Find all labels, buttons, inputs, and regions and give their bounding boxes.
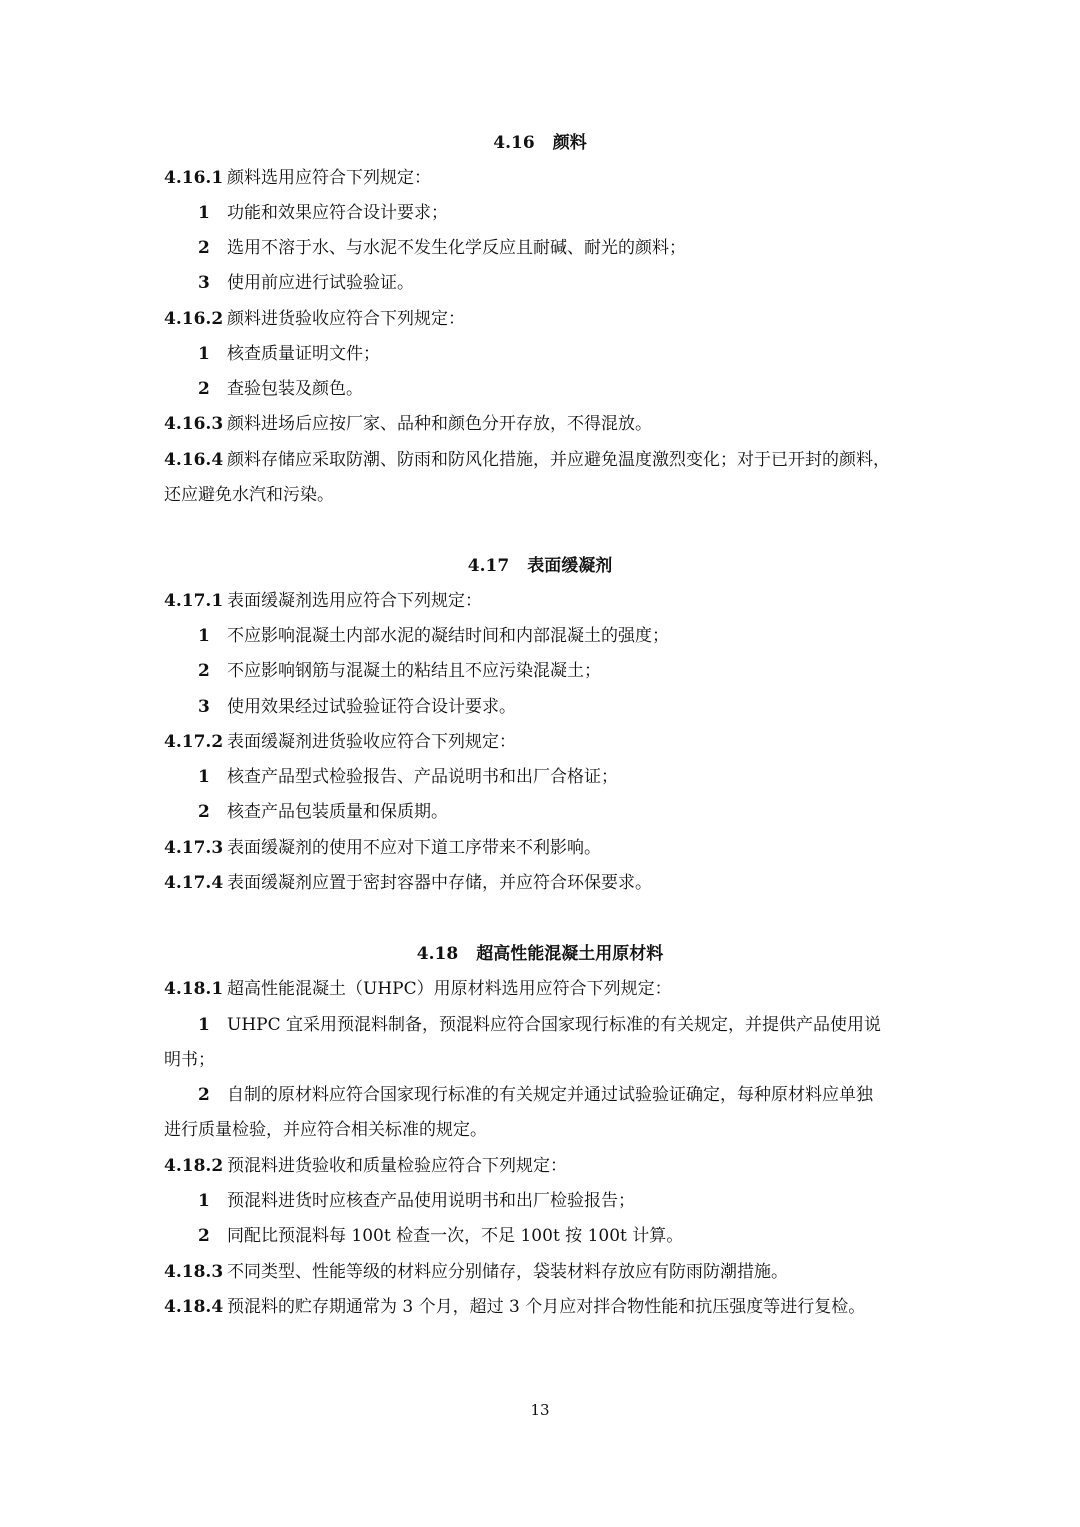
section-heading: 4.18 超高性能混凝土用原材料 — [416, 944, 664, 964]
list-item: 2 同配比预混料每 100t 检查一次，不足 100t 按 100t 计算。 — [198, 1226, 684, 1246]
clause: 4.18.3 不同类型、性能等级的材料应分别储存，袋装材料存放应有防雨防潮措施。 — [164, 1262, 788, 1282]
list-item: 1 核查产品型式检验报告、产品说明书和出厂合格证； — [198, 767, 618, 787]
list-item: 1 UHPC 宜采用预混料制备，预混料应符合国家现行标准的有关规定，并提供产品使用说 — [198, 1015, 882, 1035]
list-item: 1 不应影响混凝土内部水泥的凝结时间和内部混凝土的强度； — [198, 626, 669, 646]
list-item: 3 使用效果经过试验验证符合设计要求。 — [198, 697, 516, 717]
section-heading: 4.17 表面缓凝剂 — [467, 556, 613, 576]
clause: 4.16.1 颜料选用应符合下列规定： — [164, 168, 431, 188]
list-item: 1 核查质量证明文件； — [198, 344, 380, 364]
list-item: 1 预混料进货时应核查产品使用说明书和出厂检验报告； — [198, 1191, 635, 1211]
list-item: 3 使用前应进行试验验证。 — [198, 273, 414, 293]
list-item: 2 选用不溶于水、与水泥不发生化学反应且耐碱、耐光的颜料； — [198, 238, 686, 258]
list-item: 2 不应影响钢筋与混凝土的粘结且不应污染混凝土； — [198, 661, 601, 681]
clause: 4.16.2 颜料进货验收应符合下列规定： — [164, 309, 465, 329]
clause: 4.17.3 表面缓凝剂的使用不应对下道工序带来不利影响。 — [164, 838, 601, 858]
clause: 4.18.1 超高性能混凝土（UHPC）用原材料选用应符合下列规定： — [164, 979, 672, 999]
list-item-continuation: 进行质量检验，并应符合相关标准的规定。 — [164, 1120, 487, 1140]
list-item: 2 核查产品包装质量和保质期。 — [198, 802, 448, 822]
list-item-continuation: 明书； — [164, 1050, 215, 1070]
list-item: 2 自制的原材料应符合国家现行标准的有关规定并通过试验验证确定，每种原材料应单独 — [198, 1085, 873, 1105]
clause: 4.16.4 颜料存储应采取防潮、防雨和防风化措施，并应避免温度激烈变化；对于已开封的颜料， — [164, 450, 890, 470]
clause-continuation: 还应避免水汽和污染。 — [164, 485, 334, 505]
clause: 4.17.1 表面缓凝剂选用应符合下列规定： — [164, 591, 482, 611]
list-item: 1 功能和效果应符合设计要求； — [198, 203, 448, 223]
clause: 4.17.2 表面缓凝剂进货验收应符合下列规定： — [164, 732, 516, 752]
clause: 4.18.4 预混料的贮存期通常为 3 个月，超过 3 个月应对拌合物性能和抗压强度等进行复检。 — [164, 1297, 866, 1317]
clause: 4.18.2 预混料进货验收和质量检验应符合下列规定： — [164, 1156, 567, 1176]
list-item: 2 查验包装及颜色。 — [198, 379, 363, 399]
clause: 4.16.3 颜料进场后应按厂家、品种和颜色分开存放，不得混放。 — [164, 414, 652, 434]
page-number: 13 — [530, 1401, 550, 1419]
clause: 4.17.4 表面缓凝剂应置于密封容器中存储，并应符合环保要求。 — [164, 873, 652, 893]
section-heading: 4.16 颜料 — [493, 133, 587, 153]
